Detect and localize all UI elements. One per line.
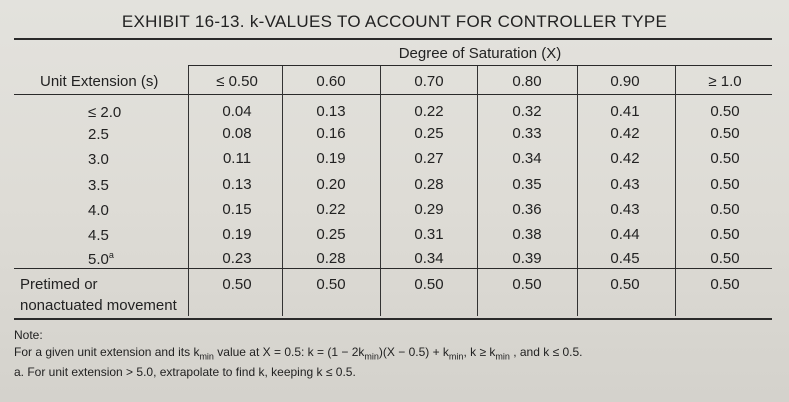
pretimed-k-value-cell: 0.50 [512,276,542,293]
k-value-cell: 0.28 [414,176,444,193]
k-value-cell: 0.50 [710,226,740,243]
group-underline [188,65,772,66]
column-divider [188,66,189,316]
column-divider [477,66,478,316]
k-value-cell: 0.42 [610,150,640,167]
row-label-text: 5.0 [88,251,109,268]
formula-text: value at X = 0.5: k = (1 − 2k [213,345,365,359]
row-label-text: 2.5 [88,126,109,143]
k-value-cell: 0.22 [316,201,346,218]
formula-sub: min [199,351,214,362]
row-label-text: 4.5 [88,227,109,244]
k-value-cell: 0.34 [512,150,542,167]
k-value-cell: 0.32 [512,103,542,120]
k-value-cell: 0.33 [512,125,542,142]
k-value-cell: 0.50 [710,201,740,218]
k-value-cell: 0.39 [512,250,542,267]
unit-extension-header: Unit Extension (s) [40,73,159,90]
k-value-cell: 0.34 [414,250,444,267]
row-label [88,125,109,143]
pretimed-k-value-cell: 0.50 [710,276,740,293]
column-header: 0.70 [414,73,444,90]
k-value-cell: 0.50 [710,150,740,167]
row-label [88,176,109,194]
pretimed-k-value-cell: 0.50 [222,276,252,293]
k-value-cell: 0.04 [222,103,252,120]
k-value-cell: 0.25 [414,125,444,142]
k-value-cell: 0.35 [512,176,542,193]
column-header: ≤ 0.50 [216,73,258,90]
row-label [88,201,109,219]
row-label-text: 3.5 [88,177,109,194]
row-label [88,150,109,168]
k-value-cell: 0.13 [222,176,252,193]
k-value-cell: 0.20 [316,176,346,193]
k-value-cell: 0.19 [316,150,346,167]
column-header: 0.90 [610,73,640,90]
k-value-cell: 0.31 [414,226,444,243]
column-divider [675,66,676,316]
k-value-cell: 0.22 [414,103,444,120]
row-label [88,226,109,244]
bottom-rule [14,318,772,320]
formula-sub: min [448,351,464,362]
formula-sub: min [364,351,379,362]
k-value-cell: 0.13 [316,103,346,120]
formula-text: )(X − 0.5) + k [378,345,449,359]
pretimed-rule [14,268,772,269]
pretimed-k-value-cell: 0.50 [414,276,444,293]
row-label [88,250,114,268]
k-value-cell: 0.23 [222,250,252,267]
k-value-cell: 0.45 [610,250,640,267]
k-value-cell: 0.38 [512,226,542,243]
formula-text: , k ≥ k [463,345,496,359]
top-rule [14,38,772,40]
k-value-cell: 0.28 [316,250,346,267]
k-value-cell: 0.08 [222,125,252,142]
formula-text: , and k ≤ 0.5. [509,345,583,359]
formula-sub: min [495,351,510,362]
row-label-text: 3.0 [88,151,109,168]
note-formula [14,345,583,361]
k-value-cell: 0.27 [414,150,444,167]
k-value-cell: 0.41 [610,103,640,120]
k-value-cell: 0.29 [414,201,444,218]
row-label [88,103,121,121]
column-divider [282,66,283,316]
row-label-text: ≤ 2.0 [88,104,122,121]
degree-of-saturation-header: Degree of Saturation (X) [398,45,562,62]
footnote-a: a. For unit extension > 5.0, extrapolate to find k, keeping k ≤ 0.5. [14,365,356,379]
column-header: 0.80 [512,73,542,90]
pretimed-k-value-cell: 0.50 [316,276,346,293]
header-rule [14,94,772,95]
exhibit-title: EXHIBIT 16-13. k-VALUES TO ACCOUNT FOR CONTROLLER TYPE [121,12,668,31]
k-value-cell: 0.43 [610,176,640,193]
column-divider [380,66,381,316]
k-value-cell: 0.19 [222,226,252,243]
column-divider [577,66,578,316]
k-value-cell: 0.50 [710,250,740,267]
k-value-cell: 0.25 [316,226,346,243]
pretimed-label-line1: Pretimed or [20,276,98,293]
k-value-cell: 0.50 [710,176,740,193]
k-value-cell: 0.16 [316,125,346,142]
k-value-cell: 0.50 [710,103,740,120]
k-value-cell: 0.50 [710,125,740,142]
footnote-marker: a [108,250,114,260]
k-value-cell: 0.42 [610,125,640,142]
column-header: 0.60 [316,73,346,90]
note-heading: Note: [14,328,43,342]
pretimed-label-line2: nonactuated movement [20,297,177,314]
k-value-cell: 0.43 [610,201,640,218]
k-value-cell: 0.36 [512,201,542,218]
k-value-cell: 0.15 [222,201,252,218]
row-label-text: 4.0 [88,202,109,219]
column-header: ≥ 1.0 [708,73,742,90]
k-value-cell: 0.11 [222,150,252,167]
formula-text: For a given unit extension and its k [14,345,200,359]
k-value-cell: 0.44 [610,226,640,243]
pretimed-k-value-cell: 0.50 [610,276,640,293]
